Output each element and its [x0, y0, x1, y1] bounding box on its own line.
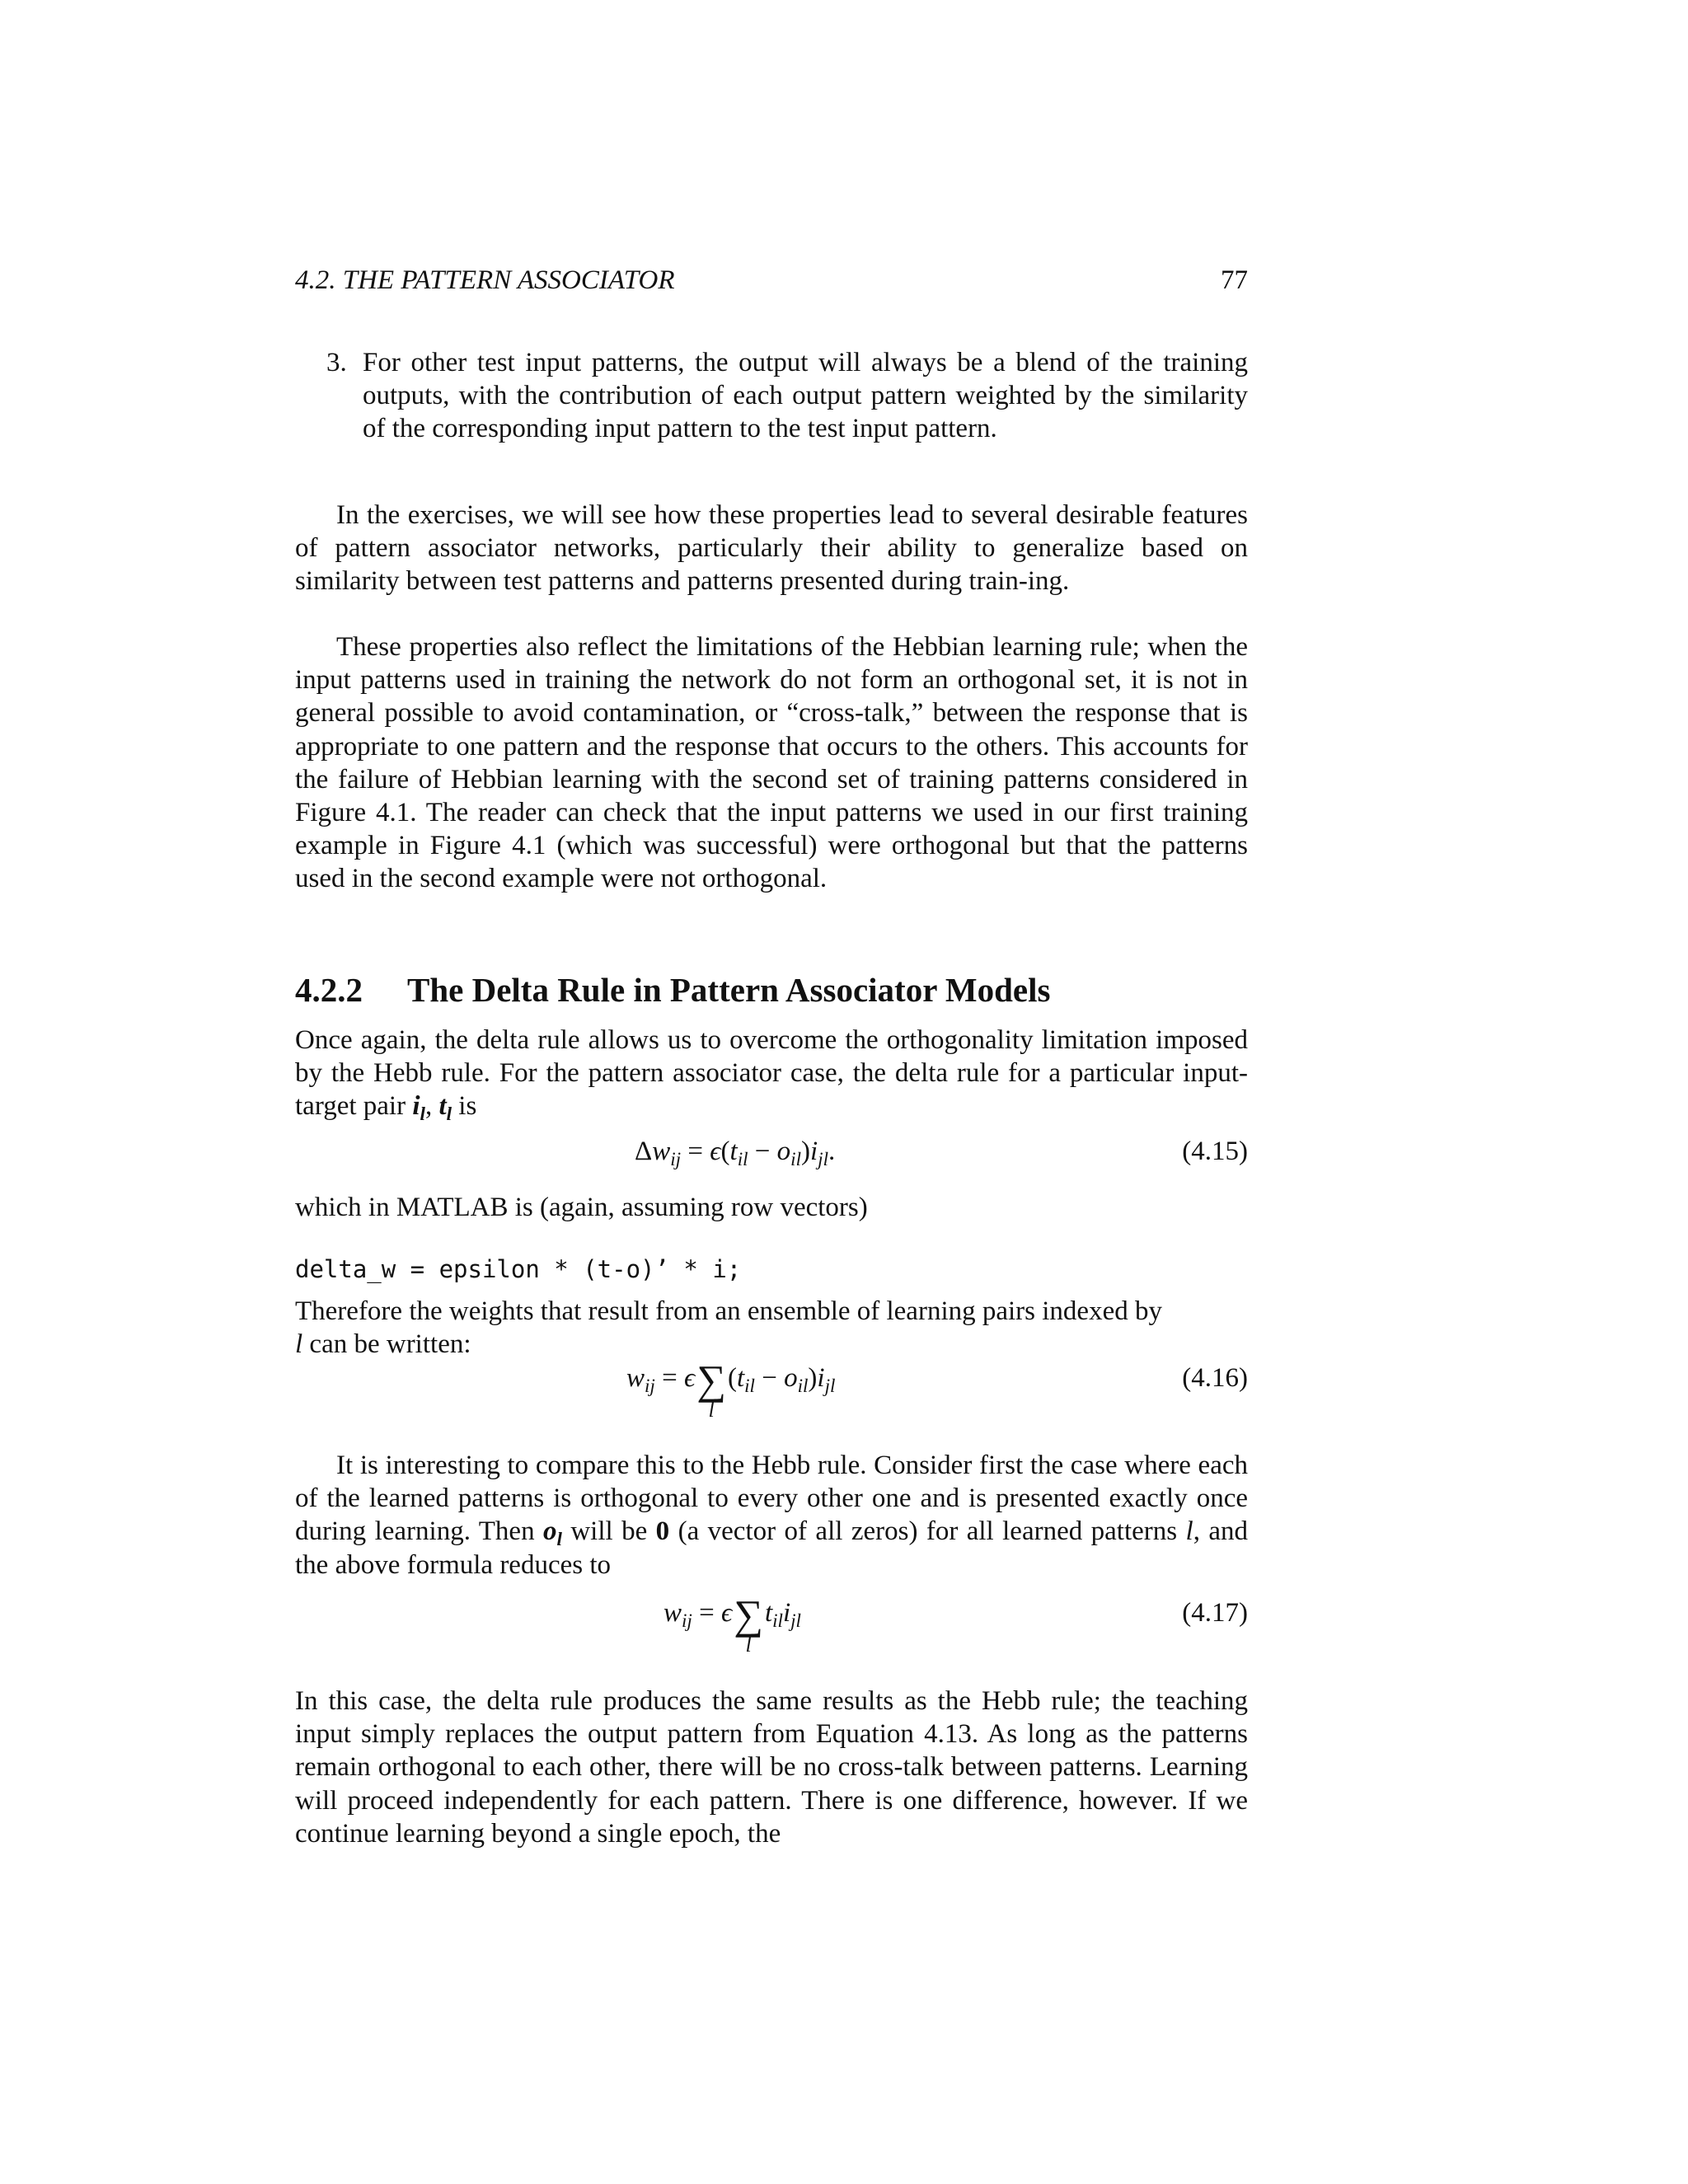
running-head [295, 265, 1248, 302]
target-vector-symbol: $t_l$ [438, 1091, 452, 1125]
output-vector-symbol: $o_l$ [543, 1516, 562, 1550]
paragraph: These properties also reflect the limitations of the Hebbian learning rule; when the input patterns used in training the network do not form an orthogonal set, it is not in general possible to avoid contamination, or “cross-talk,” between the response that is appropriate to one pattern and the response that occurs to the others. This accounts for the failure of Hebbian learning with the second set of training patterns considered in Figure 4.1. The reader can check that the input patterns we used in our first training example in Figure 4.1 (which was successful) were orthogonal but that the patterns used in the second example were not orthogonal. [295, 632, 1248, 894]
paragraph: In this case, the delta rule produces the same results as the Hebb rule; the teaching input simply replaces the output pattern from Equation 4.13. As long as the patterns remain orthogonal to each other, there will be no cross-talk between patterns. Learning will proceed independently for each pattern. There is one difference, however. If we continue learning beyond a single epoch, the [295, 1686, 1248, 1849]
list-item-text: For other test input patterns, the output will always be a blend of the training outputs, with the contribution of each output pattern weighted by the similarity of the corresponding input pattern to the test input pattern. [363, 348, 1248, 444]
paragraph: Once again, the delta rule allows us to overcome the orthogonality limitation imposed by the Hebb rule. For the pattern associator case, the delta rule for a particular input-target pair $i_l$, $t_l$ is [295, 1025, 1248, 1125]
page-number: 77 [1221, 265, 1248, 295]
equation-number: (4.17) [1182, 1598, 1248, 1628]
list-item-number: 3. [326, 348, 347, 377]
section-heading [295, 969, 1050, 1010]
section-title: The Delta Rule in Pattern Associator Models [407, 971, 1051, 1009]
section-number: 4.2.2 [295, 971, 363, 1009]
paragraph: which in MATLAB is (again, assuming row vectors) [295, 1193, 868, 1222]
equation-4-17: $w_{ij} = \epsilon\sum$ l $t_{il}i_{jl}$ [663, 1591, 801, 1657]
equation-4-15: $\Delta w_{ij} = \epsilon(t_{il} - o_{il})i_{jl}$. [635, 1137, 836, 1169]
running-title: 4.2. THE PATTERN ASSOCIATOR [295, 265, 675, 295]
equation-4-16: $w_{ij} = \epsilon\sum$ l $(t_{il} - o_{il})i_{jl}$ [626, 1357, 836, 1422]
summation-symbol: ∑ l [734, 1591, 763, 1657]
equation-number: (4.16) [1182, 1363, 1248, 1393]
code-line: delta_w = epsilon * (t-o)’ * i; [295, 1255, 742, 1283]
input-vector-symbol: $i_l$ [412, 1091, 425, 1125]
paragraph: In the exercises, we will see how these properties lead to several desirable features of pattern associator networks, particularly their ability to generalize based on similarity between test patterns and patterns presented during train-ing. [295, 500, 1248, 597]
summation-symbol: ∑ l [696, 1357, 726, 1422]
paragraph: It is interesting to compare this to the Hebb rule. Consider first the case where each of the learned patterns is orthogonal to every other one and is presented exactly once during learning. Then $o_l$ will be 0 (a vector of all zeros) for all learned patterns l, and the above formula reduces to [295, 1451, 1249, 1580]
equation-number: (4.15) [1182, 1137, 1248, 1166]
paragraph: Therefore the weights that result from an ensemble of learning pairs indexed by l can be written: [295, 1296, 1162, 1360]
